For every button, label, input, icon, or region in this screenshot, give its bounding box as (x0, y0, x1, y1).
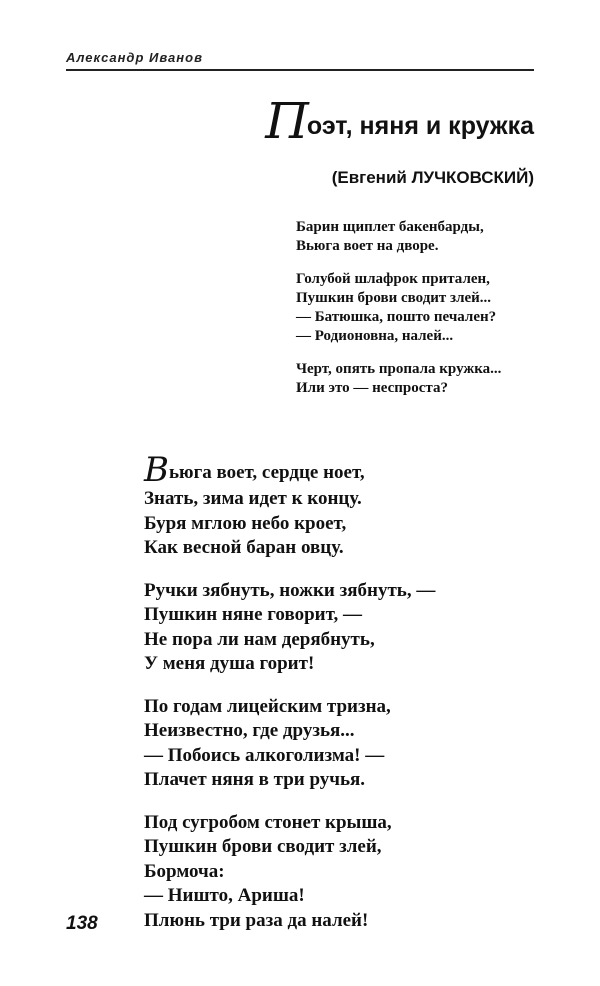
epigraph-line: — Родионовна, налей... (296, 328, 454, 344)
poem-line: У меня душа горит! (144, 653, 315, 674)
poem-stanza (144, 579, 435, 677)
epigraph-line: Голубой шлафрок приталeн, (296, 271, 490, 287)
epigraph-stanza (296, 270, 501, 346)
epigraph-line: Барин щиплет бакенбарды, (296, 219, 484, 235)
title-initial: П (265, 92, 309, 150)
epigraph-line: — Батюшка, пошто печален? (296, 309, 497, 325)
header-rule (66, 69, 534, 71)
poem-line: Как весной баран овцу. (144, 537, 344, 558)
poem-line: — Ништо, Ариша! (144, 885, 305, 906)
poem-line: По годам лицейским тризна, (144, 695, 391, 717)
epigraph-stanza (296, 360, 501, 398)
running-head-author: Александр Иванов (66, 50, 203, 65)
poem-line-first (144, 450, 435, 490)
poem-line: Знать, зима идет к концу. (144, 488, 362, 509)
poem-line: Не пора ли нам дерябнуть, (144, 628, 375, 650)
epigraph-line: Вьюга воет на дворе. (296, 238, 439, 254)
drop-cap: В (144, 450, 169, 490)
epigraph-stanza (296, 218, 501, 256)
epigraph-line: Черт, опять пропала кружка... (296, 361, 502, 377)
title-text: оэт, няня и кружка (306, 112, 534, 140)
epigraph-line: Пушкин брови сводит злей... (296, 290, 492, 306)
poem-line: Бормоча: (144, 860, 225, 882)
poem-line: Плачет няня в три ручья. (144, 769, 366, 790)
poem-title (265, 92, 534, 150)
poem-body (144, 450, 436, 951)
poem-stanza (144, 811, 435, 934)
first-line-text: ьюга воет, сердце ноет, (169, 462, 365, 483)
poem-stanza (144, 695, 435, 793)
poem-stanza (144, 450, 435, 561)
poem-line: Под сугробом стонет крыша, (144, 811, 392, 833)
poem-line: Пушкин брови сводит злей, (144, 836, 382, 857)
poem-line: Ручки зябнуть, ножки зябнуть, — (144, 579, 436, 601)
poem-line: Неизвестно, где друзья... (144, 720, 355, 741)
page-number: 138 (66, 913, 98, 934)
poem-line: Пушкин няне говорит, — (144, 604, 362, 625)
poem-line: — Побоись алкоголизма! — (144, 744, 385, 766)
epigraph (296, 218, 501, 412)
poem-subtitle-author: (Евгений ЛУЧКОВСКИЙ) (331, 168, 534, 187)
poem-line: Буря мглою небо кроет, (144, 512, 347, 534)
epigraph-line: Или это — неспроста? (296, 380, 448, 396)
poem-line: Плюнь три раза да налей! (144, 909, 369, 931)
